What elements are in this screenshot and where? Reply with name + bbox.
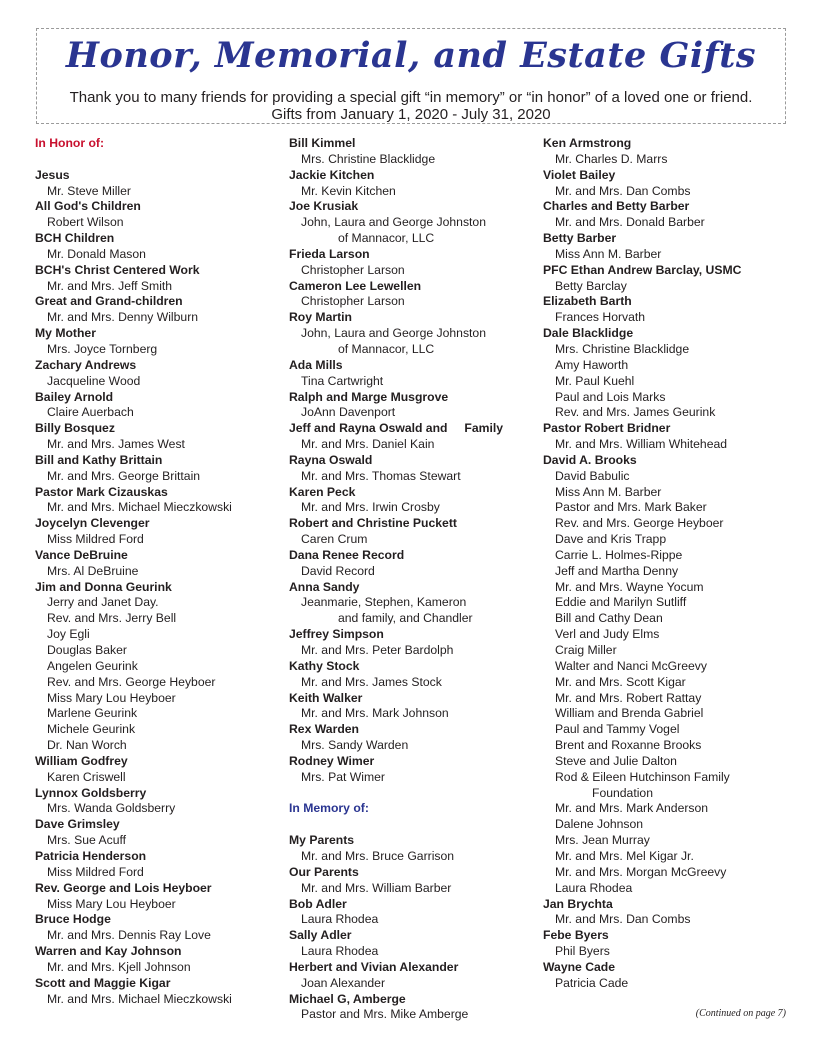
honoree-name: Bob Adler [289,896,347,911]
donor-name: Christopher Larson [301,294,405,309]
donor-name: Jeff and Martha Denny [555,563,679,578]
donor-name: Rev. and Mrs. George Heyboer [555,516,724,531]
donor-name: Mr. and Mrs. Thomas Stewart [301,468,461,483]
honoree-name: Robert and Christine Puckett [289,516,457,531]
honoree-name: Bailey Arnold [35,389,114,404]
donor-name-continued: Foundation [592,785,653,800]
honoree-name: Febe Byers [543,928,609,943]
honoree-name: Pastor Robert Bridner [543,421,671,436]
donor-name: Phil Byers [555,944,610,959]
donor-name: Mr. and Mrs. William Whitehead [555,437,728,452]
donor-name: Miss Mildred Ford [47,532,144,547]
donor-name: David Record [301,563,375,578]
donor-name: Joy Egli [47,627,90,642]
subtitle-line-1: Thank you to many friends for providing a special gift “in memory” or “in honor” of a loved one or friend. [69,89,753,106]
honoree-name: Anna Sandy [289,579,360,594]
donor-name: Michele Geurink [47,722,136,737]
donor-name: Mr. and Mrs. Mark Anderson [555,801,709,816]
honoree-name: Jeffrey Simpson [289,627,384,642]
honoree-name: Rayna Oswald [289,452,373,467]
donor-name: Steve and Julie Dalton [555,753,677,768]
honoree-name: Zachary Andrews [35,357,137,372]
honoree-name: My Mother [35,326,96,341]
spacer [289,817,534,833]
honoree-name: My Parents [289,833,355,848]
donor-name: Mr. and Mrs. Dennis Ray Love [47,928,211,943]
donor-name: Mr. and Mrs. William Barber [301,880,452,895]
donor-name: Mr. Steve Miller [47,183,131,198]
donor-name: Mrs. Sue Acuff [47,833,127,848]
honoree-name: BCH's Christ Centered Work [35,262,200,277]
column-1 [35,136,275,1007]
donor-name: Pastor and Mrs. Mark Baker [555,500,707,515]
honoree-name: Wayne Cade [543,959,616,974]
honoree-name: Rex Warden [289,722,359,737]
honoree-name: Dana Renee Record [289,547,405,562]
donor-name: Mr. and Mrs. Scott Kigar [555,674,686,689]
donor-name: Jeanmarie, Stephen, Kameron [301,595,467,610]
donor-name: Mr. and Mrs. Bruce Garrison [301,848,455,863]
donor-name: Mr. and Mrs. Jeff Smith [47,278,173,293]
donor-name: Dave and Kris Trapp [555,532,667,547]
section-heading: In Honor of: [35,136,105,150]
donor-name: Robert Wilson [47,215,124,230]
donor-name: Bill and Cathy Dean [555,611,663,626]
donor-name: Rev. and Mrs. James Geurink [555,405,716,420]
donor-name: Jerry and Janet Day. [47,595,159,610]
donor-name: Mr. and Mrs. Donald Barber [555,215,705,230]
honoree-name: Ada Mills [289,357,343,372]
donor-name: Brent and Roxanne Brooks [555,738,702,753]
donor-name: Dr. Nan Worch [47,738,127,753]
donor-name: Verl and Judy Elms [555,627,660,642]
spacer [35,152,275,168]
honoree-name: Charles and Betty Barber [543,199,690,214]
donor-name: Douglas Baker [47,643,127,657]
donor-name: Craig Miller [555,643,617,657]
honoree-name: Frieda Larson [289,246,370,261]
donor-name-continued: and family, and Chandler [338,611,473,626]
donor-name: Pastor and Mrs. Mike Amberge [301,1007,469,1022]
honoree-name: Betty Barber [543,231,617,246]
honoree-name: Rodney Wimer [289,753,375,768]
donor-name: Mrs. Christine Blacklidge [301,151,436,166]
donor-name: Tina Cartwright [301,373,384,388]
honoree-name: Roy Martin [289,310,352,325]
donor-name: Amy Haworth [555,357,629,372]
donor-name: Mrs. Al DeBruine [47,563,139,578]
donor-name: Mr. Kevin Kitchen [301,183,396,198]
honoree-name: Joe Krusiak [289,199,359,214]
honoree-name: Dale Blacklidge [543,326,634,341]
honoree-name: Our Parents [289,864,359,879]
donor-name: Mr. and Mrs. Michael Mieczkowski [47,500,232,515]
honoree-name: Jeff and Rayna Oswald and Family [289,421,504,436]
donor-name: Mr. Donald Mason [47,246,146,261]
donor-name: Mr. Paul Kuehl [555,373,635,388]
donor-name: John, Laura and George Johnston [301,326,486,341]
honoree-name: Scott and Maggie Kigar [35,975,171,990]
donor-name: Rod & Eileen Hutchinson Family [555,769,730,784]
donor-name: Rev. and Mrs. George Heyboer [47,674,216,689]
honoree-name: Elizabeth Barth [543,294,632,309]
honoree-name: Joycelyn Clevenger [35,516,150,531]
donor-name: Mr. and Mrs. James Stock [301,674,442,689]
honoree-name: Lynnox Goldsberry [35,785,147,800]
honoree-name: Jim and Donna Geurink [35,579,172,594]
honoree-name: Pastor Mark Cizauskas [35,484,168,499]
donor-name: Mr. and Mrs. Mark Johnson [301,706,449,721]
honoree-name: Kathy Stock [289,658,360,673]
donor-name: Mrs. Wanda Goldsberry [47,801,176,816]
donor-name: Mr. and Mrs. Dan Combs [555,183,691,198]
donor-name: Christopher Larson [301,262,405,277]
donor-name: Claire Auerbach [47,405,134,420]
donor-name: Marlene Geurink [47,706,138,721]
donor-name: Miss Ann M. Barber [555,246,662,261]
section-heading: In Memory of: [289,801,369,816]
subtitle [37,89,785,123]
donor-name: Mrs. Pat Wimer [301,769,385,784]
donor-name: Mr. and Mrs. Mel Kigar Jr. [555,848,694,863]
honoree-name: Jesus [35,167,70,182]
donor-name: Eddie and Marilyn Sutliff [555,595,687,610]
subtitle-line-2: Gifts from January 1, 2020 - July 31, 2020 [271,106,551,123]
honoree-name: Jan Brychta [543,896,613,911]
honoree-name: Keith Walker [289,690,363,705]
donor-name: Mr. Charles D. Marrs [555,151,668,166]
honoree-name: Bruce Hodge [35,912,111,927]
donor-name: JoAnn Davenport [301,405,396,420]
honoree-name: Cameron Lee Lewellen [289,278,422,293]
donor-name: Paul and Lois Marks [555,389,666,404]
donor-name: Rev. and Mrs. Jerry Bell [47,611,177,626]
donor-name: David Babulic [555,468,630,483]
donor-name: John, Laura and George Johnston [301,215,486,230]
header-box [36,28,786,124]
donor-name: Mr. and Mrs. Robert Rattay [555,690,702,705]
continued-note: (Continued on page 7) [695,1008,786,1019]
honoree-name: Rev. George and Lois Heyboer [35,880,212,895]
honoree-name: Warren and Kay Johnson [35,944,182,959]
donor-name: Karen Criswell [47,769,126,784]
donor-name: Miss Ann M. Barber [555,484,662,499]
column-2 [289,136,534,1023]
honoree-name: PFC Ethan Andrew Barclay, USMC [543,262,742,277]
donor-name: Caren Crum [301,532,368,547]
column-3 [543,136,793,992]
honoree-name: Karen Peck [289,484,356,499]
donor-name: Carrie L. Holmes-Rippe [555,547,683,562]
donor-name: Mr. and Mrs. George Brittain [47,468,201,483]
donor-name: Mr. and Mrs. Irwin Crosby [301,500,440,515]
donor-name: Mrs. Christine Blacklidge [555,341,690,356]
honoree-name: Violet Bailey [543,167,616,182]
honoree-name: Billy Bosquez [35,421,115,436]
donor-name: Betty Barclay [555,278,627,293]
page-title: Honor, Memorial, and Estate Gifts [65,35,757,76]
honoree-name: Bill Kimmel [289,136,356,150]
honoree-name: All God's Children [35,199,141,214]
donor-name: Dalene Johnson [555,817,644,832]
honoree-name: Michael G, Amberge [289,991,406,1006]
honoree-name: Vance DeBruine [35,547,128,562]
donor-name: Laura Rhodea [301,912,379,927]
donor-name: Mr. and Mrs. Kjell Johnson [47,959,191,974]
honoree-name: William Godfrey [35,753,128,768]
donor-name-continued: of Mannacor, LLC [338,231,435,246]
spacer [289,786,534,802]
donor-name: Mrs. Sandy Warden [301,738,409,753]
donor-name-continued: of Mannacor, LLC [338,341,435,356]
donor-name: Miss Mary Lou Heyboer [47,690,176,705]
donor-name: Mrs. Joyce Tornberg [47,341,158,356]
honoree-name: Ken Armstrong [543,136,632,150]
donor-name: Laura Rhodea [555,880,633,895]
donor-name: Mr. and Mrs. James West [47,437,185,452]
donor-name: Miss Mildred Ford [47,864,144,879]
honoree-name: David A. Brooks [543,452,637,467]
honoree-name: Great and Grand-children [35,294,183,309]
donor-name: Mr. and Mrs. Morgan McGreevy [555,864,727,879]
donor-name: William and Brenda Gabriel [555,706,704,721]
donor-name: Miss Mary Lou Heyboer [47,896,176,911]
donor-name: Walter and Nanci McGreevy [555,658,707,673]
honoree-name: Herbert and Vivian Alexander [289,959,459,974]
donor-name: Mr. and Mrs. Daniel Kain [301,437,435,452]
honoree-name: BCH Children [35,231,115,246]
donor-name: Mrs. Jean Murray [555,833,650,848]
donor-name: Mr. and Mrs. Wayne Yocum [555,579,704,594]
donor-name: Jacqueline Wood [47,373,141,388]
honoree-name: Sally Adler [289,928,352,943]
donor-name: Patricia Cade [555,975,629,990]
honoree-name: Ralph and Marge Musgrove [289,389,449,404]
donor-name: Joan Alexander [301,975,386,990]
honoree-name: Patricia Henderson [35,848,147,863]
donor-name: Laura Rhodea [301,944,379,959]
donor-name: Angelen Geurink [47,658,138,673]
honoree-name: Jackie Kitchen [289,167,375,182]
donor-name: Frances Horvath [555,310,646,325]
donor-name: Paul and Tammy Vogel [555,722,680,737]
honoree-name: Dave Grimsley [35,817,120,832]
donor-name: Mr. and Mrs. Dan Combs [555,912,691,927]
donor-name: Mr. and Mrs. Peter Bardolph [301,643,454,657]
honoree-name: Bill and Kathy Brittain [35,452,163,467]
donor-name: Mr. and Mrs. Michael Mieczkowski [47,991,232,1006]
donor-name: Mr. and Mrs. Denny Wilburn [47,310,199,325]
